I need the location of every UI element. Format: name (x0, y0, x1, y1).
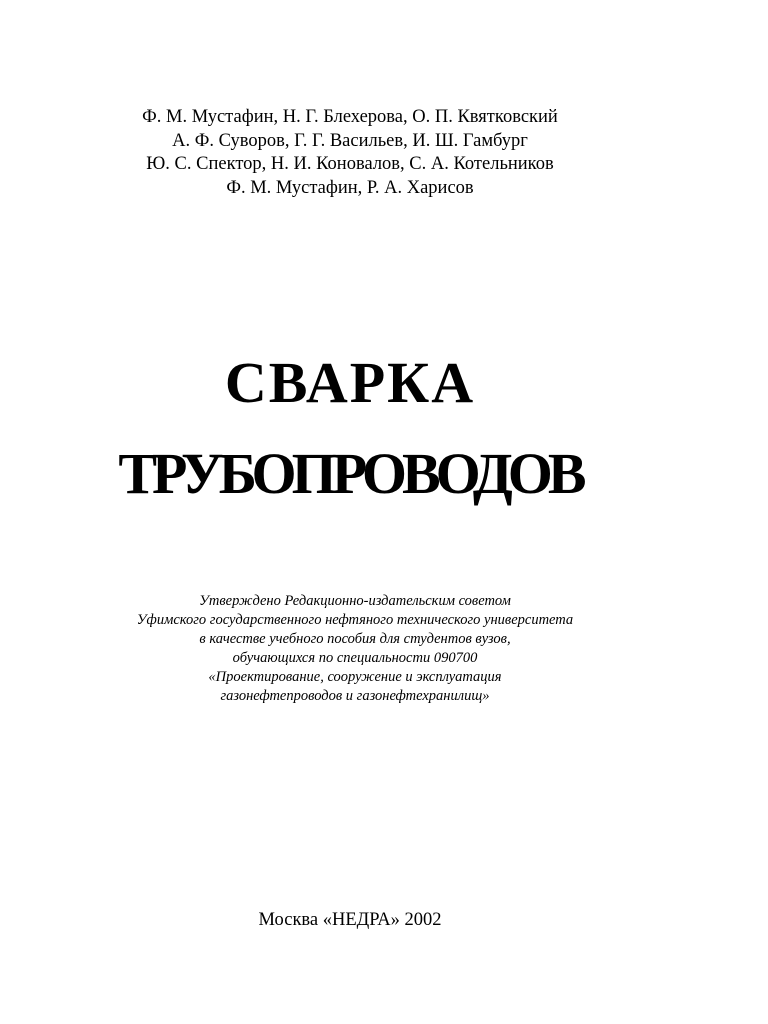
approval-line: «Проектирование, сооружение и эксплуатация (208, 669, 502, 685)
book-title-line-2: ТРУБОПРОВОДОВ (118, 441, 582, 506)
author-line: Ф. М. Мустафин, Р. А. Харисов (226, 177, 474, 198)
author-line: А. Ф. Суворов, Г. Г. Васильев, И. Ш. Гамбург (172, 130, 528, 151)
author-line: Ф. М. Мустафин, Н. Г. Блехерова, О. П. Квятковский (142, 107, 558, 127)
book-title-line-1: СВАРКА (224, 350, 476, 415)
author-line: Ю. С. Спектор, Н. И. Коновалов, С. А. Котельников (146, 154, 554, 174)
approval-line: в качестве учебного пособия для студентов вузов, (199, 631, 511, 647)
approval-line: обучающихся по специальности 090700 (232, 650, 478, 666)
approval-line: Утверждено Редакционно-издательским советом (199, 593, 511, 609)
publisher-imprint: Москва «НЕДРА» 2002 (258, 910, 442, 930)
approval-line: Уфимского государственного нефтяного технического университета (136, 612, 574, 628)
approval-line: газонефтепроводов и газонефтехранилищ» (220, 688, 490, 704)
approval-statement (0, 592, 710, 706)
author-list (0, 106, 700, 200)
